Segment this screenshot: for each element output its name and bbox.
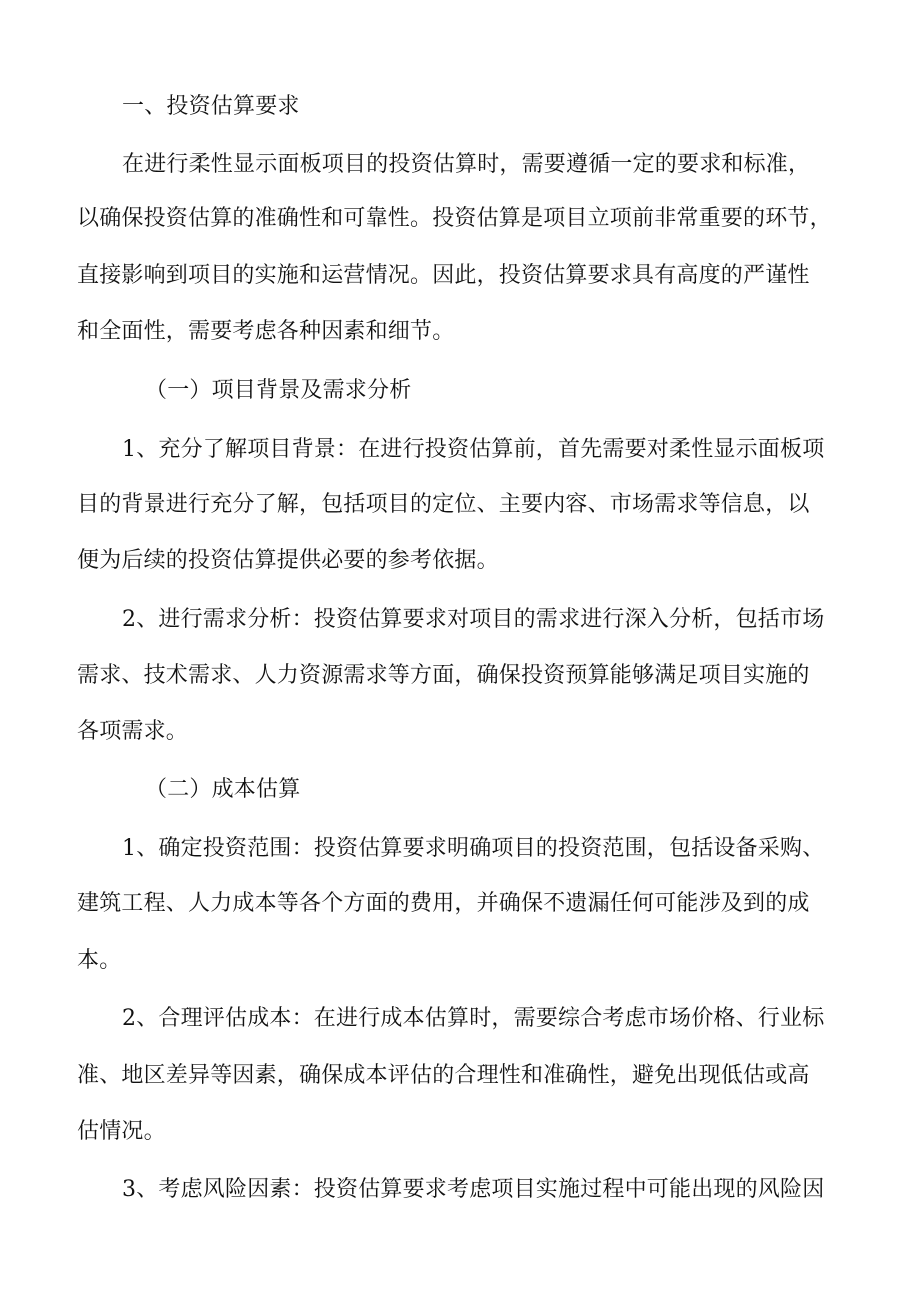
- intro-line-3: 直接影响到项目的实施和运营情况。因此，投资估算要求具有高度的严谨性: [77, 263, 810, 288]
- subsection-title-1: （一）项目背景及需求分析: [145, 378, 412, 403]
- sub2-item1-line-2: 建筑工程、人力成本等各个方面的费用，并确保不遗漏任何可能涉及到的成: [77, 891, 810, 916]
- intro-line-1: 在进行柔性显示面板项目的投资估算时，需要遵循一定的要求和标准，: [122, 152, 811, 177]
- intro-line-4: 和全面性，需要考虑各种因素和细节。: [77, 319, 455, 344]
- sub2-item2-line-3: 估情况。: [77, 1119, 166, 1144]
- subsection-title-2: （二）成本估算: [145, 777, 301, 802]
- intro-line-2: 以确保投资估算的准确性和可靠性。投资估算是项目立项前非常重要的环节，: [77, 206, 832, 231]
- sub1-item1-line-3: 便为后续的投资估算提供必要的参考依据。: [77, 548, 499, 573]
- sub2-item1-line-3: 本。: [77, 948, 122, 973]
- sub2-item3-line-1: 3、考虑风险因素：投资估算要求考虑项目实施过程中可能出现的风险因: [122, 1177, 825, 1202]
- sub1-item1-line-1: 1、充分了解项目背景：在进行投资估算前，首先需要对柔性显示面板项: [122, 437, 825, 462]
- sub1-item1-line-2: 目的背景进行充分了解，包括项目的定位、主要内容、市场需求等信息，以: [77, 492, 810, 517]
- sub1-item2-line-3: 各项需求。: [77, 719, 189, 744]
- sub1-item2-line-1: 2、进行需求分析：投资估算要求对项目的需求进行深入分析，包括市场: [122, 607, 825, 632]
- sub2-item2-line-2: 准、地区差异等因素，确保成本评估的合理性和准确性，避免出现低估或高: [77, 1063, 810, 1088]
- sub2-item2-line-1: 2、合理评估成本：在进行成本估算时，需要综合考虑市场价格、行业标: [122, 1006, 825, 1031]
- sub1-item2-line-2: 需求、技术需求、人力资源需求等方面，确保投资预算能够满足项目实施的: [77, 663, 810, 688]
- sub2-item1-line-1: 1、确定投资范围：投资估算要求明确项目的投资范围，包括设备采购、: [122, 836, 825, 861]
- section-title: 一、投资估算要求: [122, 94, 300, 119]
